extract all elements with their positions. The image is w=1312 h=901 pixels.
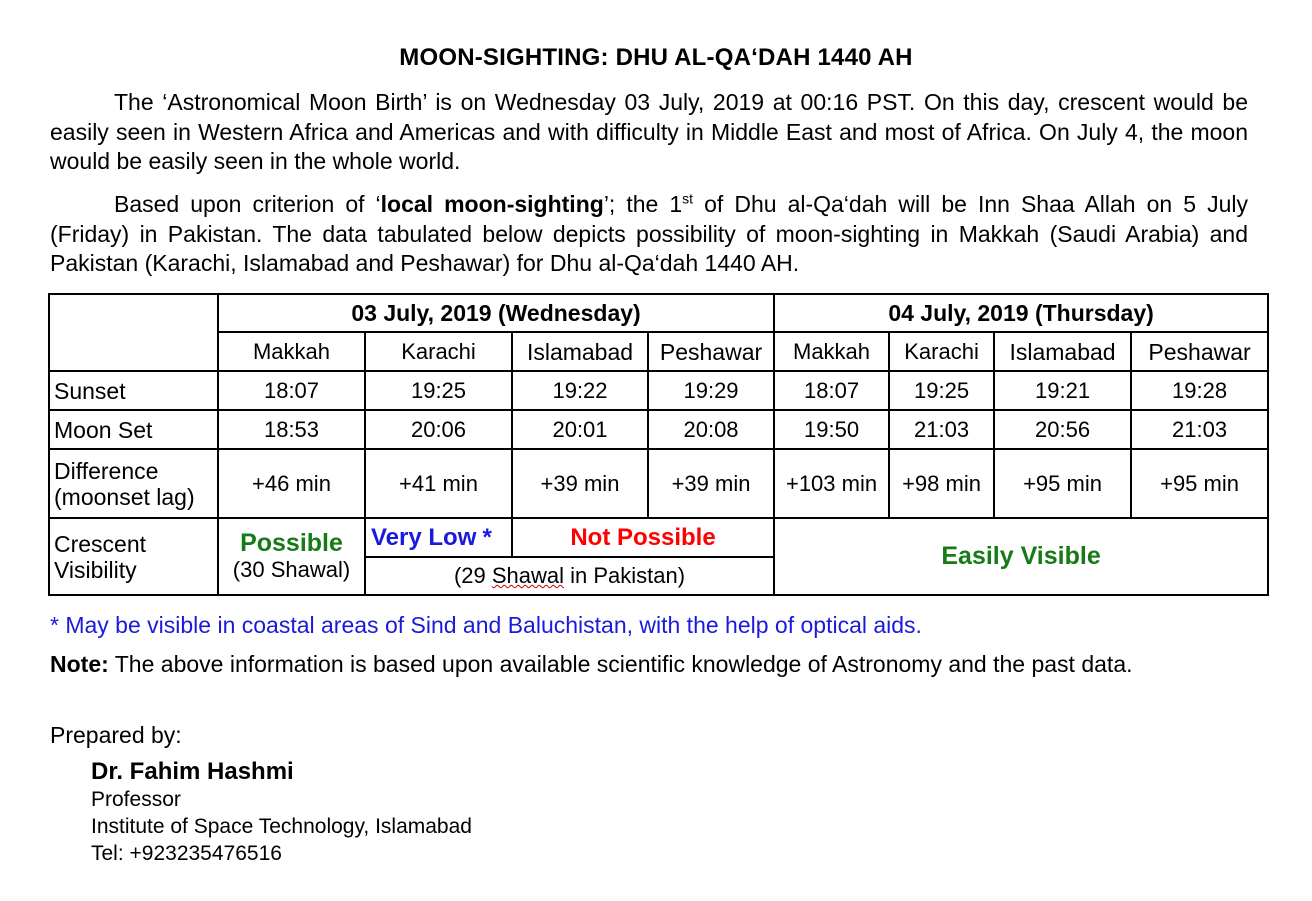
ordinal-superscript: st xyxy=(682,190,694,207)
date-header-day1: 03 July, 2019 (Wednesday) xyxy=(218,294,774,332)
table-cell: 19:29 xyxy=(648,371,774,410)
row-label-moonset: Moon Set xyxy=(49,410,218,449)
note-text: The above information is based upon available scientific knowledge of Astronomy and the past data. xyxy=(108,651,1133,677)
corner-cell xyxy=(49,294,218,371)
very-low-status: Very Low xyxy=(371,523,477,551)
table-cell: +39 min xyxy=(512,449,648,518)
author-name: Dr. Fahim Hashmi xyxy=(91,758,294,785)
table-cell: +46 min xyxy=(218,449,365,518)
karachi-visibility-cell xyxy=(365,518,512,557)
table-cell: 21:03 xyxy=(889,410,994,449)
note-label: Note: xyxy=(50,651,109,677)
city-header: Islamabad xyxy=(512,332,648,371)
row-label-line: Crescent xyxy=(54,530,147,557)
table-cell: +103 min xyxy=(774,449,889,518)
row-label-line: Visibility xyxy=(54,556,137,583)
table-cell: 20:06 xyxy=(365,410,512,449)
pakistan-note-post: in Pakistan) xyxy=(564,563,686,588)
table-cell: 19:25 xyxy=(889,371,994,410)
north-visibility-cell xyxy=(512,518,774,557)
author-institute: Institute of Space Technology, Islamabad xyxy=(91,815,472,838)
easily-visible-status: Easily Visible xyxy=(941,542,1101,570)
table-cell: +98 min xyxy=(889,449,994,518)
pakistan-note-pre: (29 xyxy=(453,563,492,588)
criterion-text-3: of Dhu al-Qa‘dah will be Inn Shaa Allah on 5 July (Friday) in Pakistan. The data tabulated below depicts possibility of moon-sighting in Makkah (Saudi Arabia) and Pakistan (Karachi, Islamabad and Peshawar) for Dhu al-Qa‘dah 1440 AH. xyxy=(50,191,1248,276)
prepared-by-label: Prepared by: xyxy=(50,722,182,748)
footnote: * May be visible in coastal areas of Sind and Baluchistan, with the help of optical aids. xyxy=(50,612,922,638)
table-cell: 18:07 xyxy=(218,371,365,410)
table-row-sunset xyxy=(49,371,1268,410)
city-header: Makkah xyxy=(774,332,889,371)
criterion-paragraph xyxy=(50,190,1248,279)
table-cell: 19:21 xyxy=(994,371,1131,410)
criterion-bold: local moon-sighting xyxy=(380,191,604,217)
table-cell: 20:56 xyxy=(994,410,1131,449)
table-cell: +41 min xyxy=(365,449,512,518)
table-row-difference xyxy=(49,449,1268,518)
table-cell: +39 min xyxy=(648,449,774,518)
table-cell: 19:25 xyxy=(365,371,512,410)
page-title: MOON-SIGHTING: DHU AL-QA‘DAH 1440 AH xyxy=(399,44,913,71)
row-label-difference xyxy=(49,449,218,518)
city-header: Makkah xyxy=(218,332,365,371)
city-header: Peshawar xyxy=(1131,332,1268,371)
table-cell: 21:03 xyxy=(1131,410,1268,449)
makkah-visibility-cell xyxy=(218,518,365,595)
possible-status: Possible xyxy=(240,529,343,557)
date-header-day2: 04 July, 2019 (Thursday) xyxy=(774,294,1268,332)
table-cell: 18:53 xyxy=(218,410,365,449)
author-position: Professor xyxy=(91,788,181,811)
day2-visibility-cell xyxy=(774,518,1268,595)
row-label-line: (moonset lag) xyxy=(54,483,195,510)
not-possible-status: Not Possible xyxy=(570,523,716,551)
city-header: Peshawar xyxy=(648,332,774,371)
table-cell: 19:22 xyxy=(512,371,648,410)
city-header: Karachi xyxy=(365,332,512,371)
intro-paragraph: The ‘Astronomical Moon Birth’ is on Wednesday 03 July, 2019 at 00:16 PST. On this day, crescent would be easily seen in Western Africa and Americas and with difficulty in Middle East and most of Africa. On July 4, the moon would be easily seen in the whole world. xyxy=(50,89,1248,174)
table-cell: 18:07 xyxy=(774,371,889,410)
asterisk-mark: * xyxy=(482,523,492,551)
moon-sighting-table xyxy=(48,293,1269,596)
table-cell: 19:28 xyxy=(1131,371,1268,410)
table-cell: +95 min xyxy=(994,449,1131,518)
city-header: Islamabad xyxy=(994,332,1131,371)
table-row-visibility xyxy=(49,518,1268,557)
table-cell: 20:01 xyxy=(512,410,648,449)
table-cell: 20:08 xyxy=(648,410,774,449)
row-label-visibility xyxy=(49,518,218,595)
makkah-date-note: (30 Shawal) xyxy=(232,557,351,582)
author-telephone: Tel: +923235476516 xyxy=(91,842,282,865)
city-header: Karachi xyxy=(889,332,994,371)
table-cell: 19:50 xyxy=(774,410,889,449)
criterion-text-2: ’; the 1 xyxy=(603,191,683,217)
table-cell: +95 min xyxy=(1131,449,1268,518)
row-label-sunset: Sunset xyxy=(49,371,218,410)
pakistan-date-note xyxy=(365,557,774,595)
criterion-text-1: Based upon criterion of ‘ xyxy=(114,191,381,217)
shawal-word: Shawal xyxy=(491,563,565,588)
table-row-moonset xyxy=(49,410,1268,449)
note-paragraph xyxy=(50,650,1240,678)
row-label-line: Difference xyxy=(54,457,159,484)
